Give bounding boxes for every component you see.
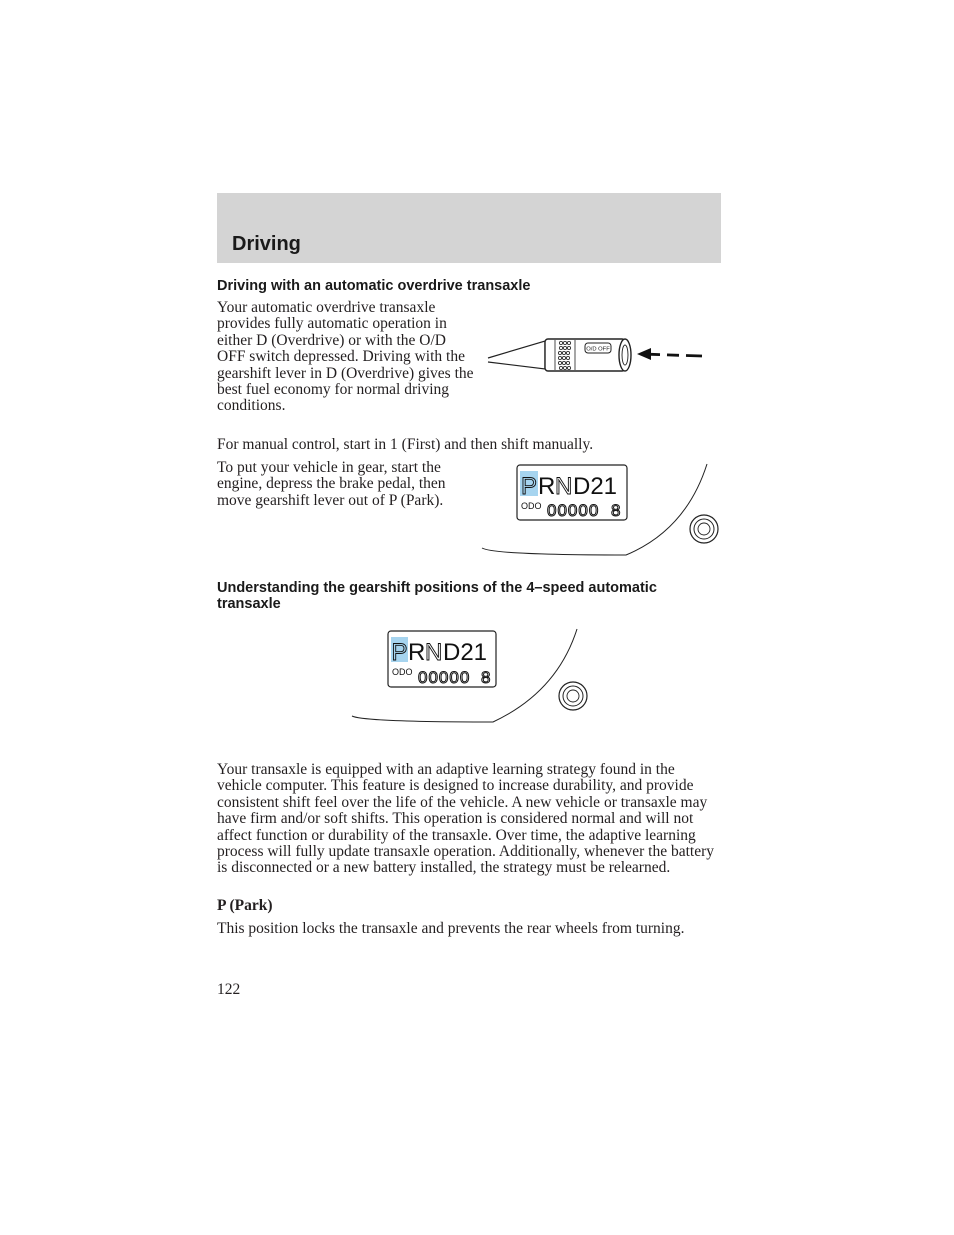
od-off-switch-label: O/D OFF: [586, 346, 610, 353]
gear-n-indicator: N: [555, 473, 573, 500]
gear-r-indicator: R: [538, 473, 556, 500]
section-heading-overdrive: Driving with an automatic overdrive transaxle: [217, 278, 531, 294]
gear-r-indicator: R: [408, 639, 426, 666]
header-band: [217, 193, 721, 263]
knob-icon: [559, 682, 587, 710]
gear-d21-indicator: D21: [443, 639, 488, 666]
overdrive-intro-paragraph: Your automatic overdrive transaxle provides fully automatic operation in either D (Overdrive) or with the O/D OFF switch depressed. Driving with the gearshift lever in D (Overdrive) gives the best fuel economy for normal driving conditions.: [217, 299, 474, 415]
gear-d21-indicator: D21: [573, 473, 618, 500]
put-in-gear-paragraph: To put your vehicle in gear, start the engine, depress the brake pedal, then move gearshift lever out of P (Park).: [217, 459, 446, 509]
page-title: Driving: [232, 233, 301, 255]
gear-indicator-display-figure-1: [478, 460, 723, 558]
gear-p-indicator: P: [391, 639, 408, 666]
odo-label: ODO: [521, 501, 542, 511]
odometer-last-digit: 8: [611, 501, 621, 520]
gear-n-indicator: N: [425, 639, 443, 666]
section-heading-gearshift-positions: Understanding the gearshift positions of the 4–speed automatic transaxle: [217, 580, 657, 612]
odometer-digits: 00000: [418, 668, 471, 687]
gear-p-indicator: P: [520, 473, 538, 500]
odometer-last-digit: 8: [481, 668, 491, 687]
odo-label: ODO: [392, 667, 413, 677]
odometer-digits: 00000: [547, 501, 600, 520]
knob-icon: [690, 515, 718, 543]
gear-indicator-display-figure-2: [348, 626, 593, 724]
park-description-paragraph: This position locks the transaxle and prevents the rear wheels from turning.: [217, 920, 685, 937]
gearshift-lever-illustration: [485, 330, 710, 380]
page-number: 122: [217, 981, 241, 998]
adaptive-learning-paragraph: Your transaxle is equipped with an adaptive learning strategy found in the vehicle computer. This feature is designed to increase durability, and provide consistent shift feel over the life of the vehicle. A new vehicle or transaxle may have firm and/or soft shifts. This operation is considered normal and will not affect function or durability of the transaxle. Over time, the adaptive learning process will fully update transaxle operation. Additionally, whenever the battery is disconnected or a new battery installed, the strategy must be relearned.: [217, 761, 714, 877]
manual-control-paragraph: For manual control, start in 1 (First) and then shift manually.: [217, 436, 594, 453]
park-subheading: P (Park): [217, 897, 273, 914]
